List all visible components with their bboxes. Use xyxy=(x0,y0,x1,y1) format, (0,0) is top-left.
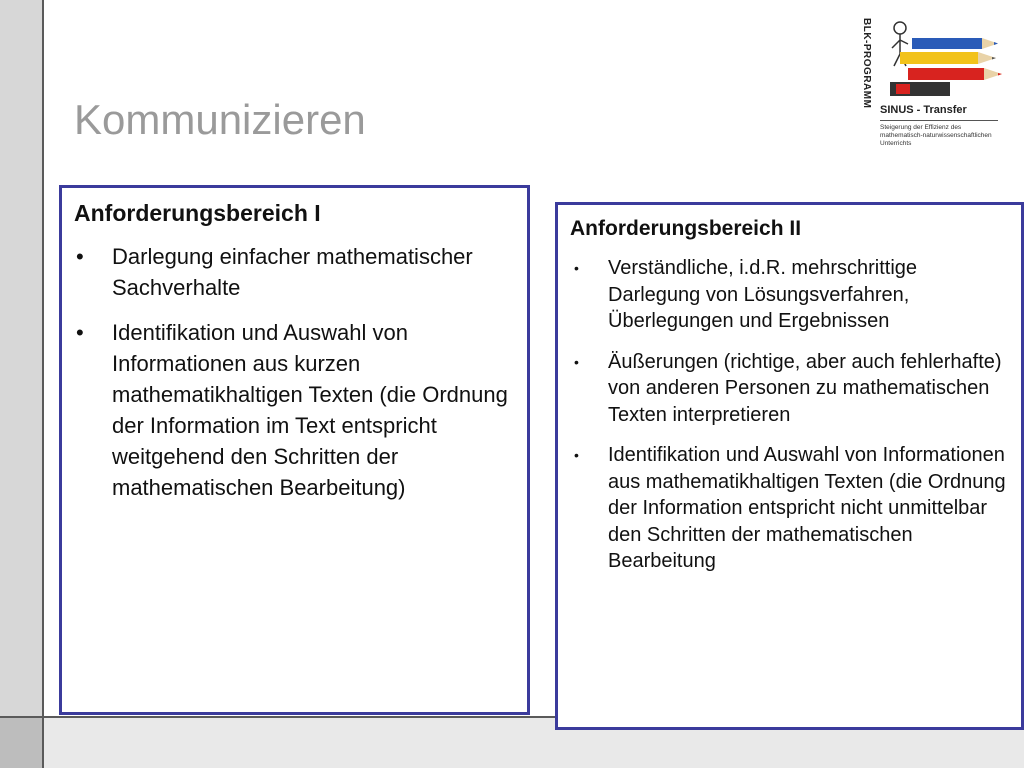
pencils-icon xyxy=(856,14,1006,104)
box-1-list xyxy=(74,241,517,503)
list-item xyxy=(74,241,517,303)
bullet-icon: • xyxy=(574,447,579,463)
list-item xyxy=(570,255,1013,335)
bullet-icon: • xyxy=(76,244,84,269)
logo-program-label: BLK-PROGRAMM xyxy=(861,18,872,109)
logo-tagline: Steigerung der Effizienz des mathematisch-naturwissenschaftlichen Unterrichts xyxy=(880,124,992,147)
list-item-text: Darlegung einfacher mathematischer Sachverhalte xyxy=(112,244,473,300)
list-item-text: Verständliche, i.d.R. mehrschrittige Darlegung von Lösungsverfahren, Überlegungen und Ergebnissen xyxy=(608,257,918,332)
list-item-text: Äußerungen (richtige, aber auch fehlerhafte) von anderen Personen zu mathematischen Texten interpretieren xyxy=(608,350,1002,426)
box-2-list xyxy=(570,255,1013,575)
logo-name: SINUS - Transfer xyxy=(880,104,967,116)
list-item-text: Identifikation und Auswahl von Informationen aus kurzen mathematikhaltigen Texten (die Ordnung der Information im Text entspricht weitgehend den Schritten der mathematischen Bearbeitung) xyxy=(112,320,508,500)
list-item xyxy=(570,442,1013,575)
list-item-text: Identifikation und Auswahl von Informationen aus mathematikhaltigen Texten (die Ordnung der Information entspricht nicht unmittelbar den Schritten der mathematischen Bearbeitung xyxy=(608,444,1006,572)
requirement-box-2 xyxy=(555,202,1024,730)
bullet-icon: • xyxy=(76,320,84,345)
box-2-heading: Anforderungsbereich II xyxy=(570,217,802,240)
page-title: Kommunizieren xyxy=(74,96,366,143)
box-1-heading: Anforderungsbereich I xyxy=(74,200,321,226)
left-rail xyxy=(0,0,44,768)
logo-divider xyxy=(880,120,998,121)
bullet-icon: • xyxy=(574,260,579,276)
list-item xyxy=(570,349,1013,429)
sinus-logo xyxy=(856,14,1006,154)
list-item xyxy=(74,317,517,503)
left-rail-corner xyxy=(0,716,44,768)
bullet-icon: • xyxy=(574,353,579,370)
requirement-box-1 xyxy=(59,185,530,715)
